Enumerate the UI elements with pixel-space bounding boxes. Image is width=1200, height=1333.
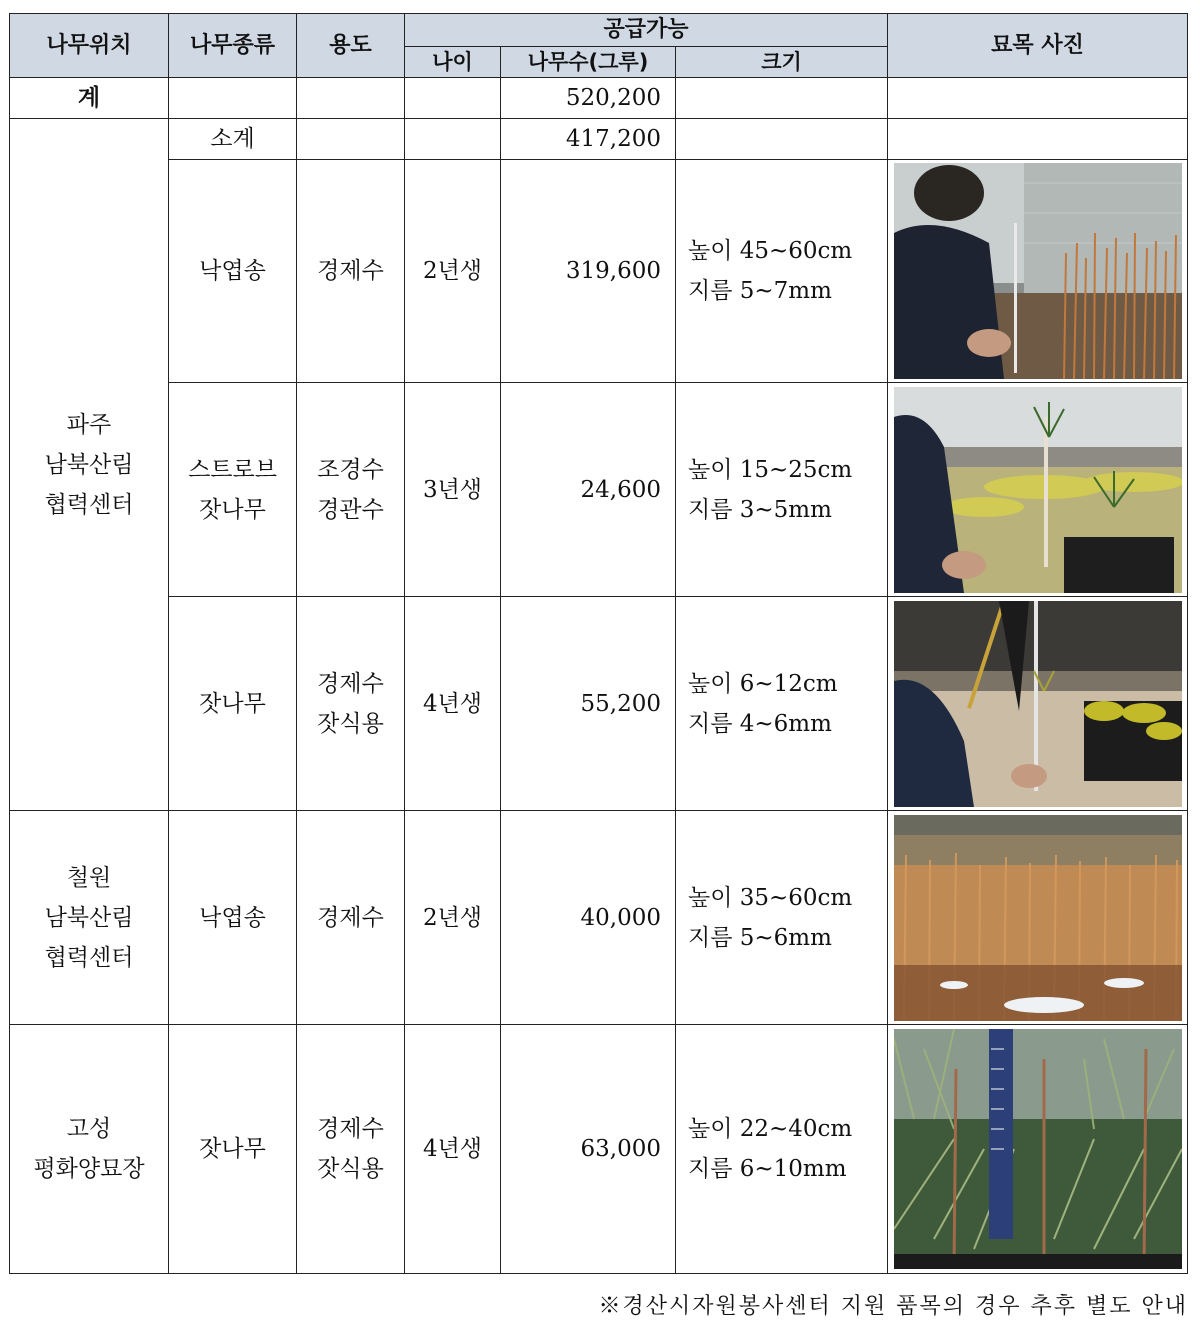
korean-pine-photo-icon: [894, 601, 1182, 807]
subtotal-count: 417,200: [501, 119, 676, 160]
species-cell: 잣나무: [169, 597, 297, 811]
use-cell: 경제수: [297, 160, 405, 383]
footnote: ※경산시자원봉사센터 지원 품목의 경우 추후 별도 안내: [598, 1294, 1188, 1319]
strobus-pine-photo-icon: [894, 387, 1182, 593]
header-count: 나무수(그루): [501, 47, 676, 78]
use-cell: 조경수 경관수: [297, 383, 405, 597]
photo-cell: [888, 597, 1188, 811]
header-location: 나무위치: [10, 14, 169, 78]
size-cell: 높이 15~25cm 지름 3~5mm: [676, 383, 888, 597]
use-cell: 경제수 잣식용: [297, 1025, 405, 1274]
location-cheorwon: 철원 남북산림 협력센터: [10, 811, 169, 1025]
header-size: 크기: [676, 47, 888, 78]
age-cell: 4년생: [405, 1025, 501, 1274]
larch-field-photo-icon: [894, 815, 1182, 1021]
species-cell: 스트로브 잣나무: [169, 383, 297, 597]
age-cell: 3년생: [405, 383, 501, 597]
size-cell: 높이 6~12cm 지름 4~6mm: [676, 597, 888, 811]
count-cell: 40,000: [501, 811, 676, 1025]
subtotal-label: 소계: [169, 119, 297, 160]
photo-cell: [888, 811, 1188, 1025]
location-goseong: 고성 평화양묘장: [10, 1025, 169, 1274]
species-cell: 낙엽송: [169, 811, 297, 1025]
larch-seedlings-photo-icon: [894, 163, 1182, 379]
photo-cell: [888, 160, 1188, 383]
header-use: 용도: [297, 14, 405, 78]
location-paju: 파주 남북산림 협력센터: [10, 119, 169, 811]
size-cell: 높이 35~60cm 지름 5~6mm: [676, 811, 888, 1025]
photo-cell: [888, 383, 1188, 597]
total-label: 계: [10, 78, 169, 119]
count-cell: 63,000: [501, 1025, 676, 1274]
header-photo: 묘목 사진: [888, 14, 1188, 78]
species-cell: 낙엽송: [169, 160, 297, 383]
species-cell: 잣나무: [169, 1025, 297, 1274]
total-count: 520,200: [501, 78, 676, 119]
photo-cell: [888, 1025, 1188, 1274]
count-cell: 24,600: [501, 383, 676, 597]
pine-ruler-photo-icon: [894, 1029, 1182, 1269]
size-cell: 높이 22~40cm 지름 6~10mm: [676, 1025, 888, 1274]
count-cell: 319,600: [501, 160, 676, 383]
use-cell: 경제수: [297, 811, 405, 1025]
seedling-supply-table: [9, 13, 1188, 1274]
count-cell: 55,200: [501, 597, 676, 811]
age-cell: 2년생: [405, 160, 501, 383]
header-supply: 공급가능: [405, 14, 888, 47]
size-cell: 높이 45~60cm 지름 5~7mm: [676, 160, 888, 383]
age-cell: 4년생: [405, 597, 501, 811]
use-cell: 경제수 잣식용: [297, 597, 405, 811]
header-age: 나이: [405, 47, 501, 78]
age-cell: 2년생: [405, 811, 501, 1025]
header-species: 나무종류: [169, 14, 297, 78]
